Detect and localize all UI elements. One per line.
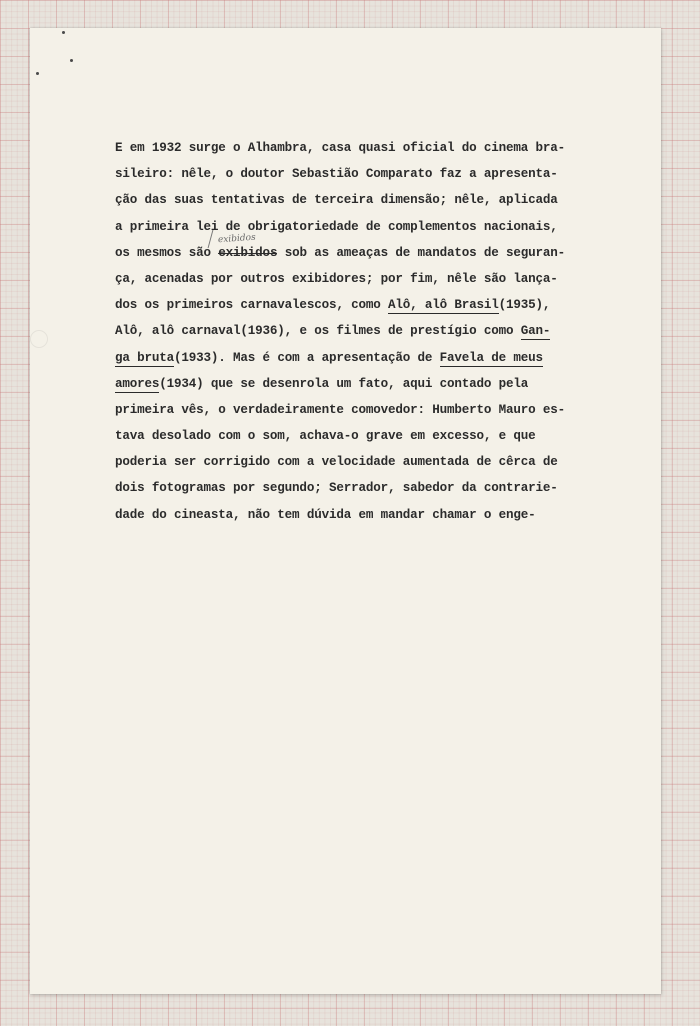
text-line: ça, acenadas por outros exibidores; por fim, nêle são lança- (115, 271, 558, 286)
text-line: a primeira lei de obrigatoriedade de complementos nacionais, (115, 219, 558, 234)
struck-word: exibidos (218, 245, 278, 260)
typed-page (30, 28, 661, 994)
handwritten-word: exibidos (217, 232, 257, 246)
line-segment: (1934) que se desenrola um fato, aqui contado pela (159, 376, 529, 391)
text-line: poderia ser corrigido com a velocidade aumentada de cêrca de (115, 455, 558, 470)
text-line (115, 292, 585, 318)
text-line (115, 318, 585, 344)
margin-dot (70, 59, 73, 62)
underlined-film-title: Favela de meus (439, 350, 543, 365)
handwritten-correction (217, 232, 278, 266)
underlined-film-title: amores (115, 376, 160, 391)
typed-text-block (115, 135, 585, 528)
line-segment: os mesmos são (115, 245, 219, 260)
text-line: sileiro: nêle, o doutor Sebastião Comparato faz a apresenta- (115, 167, 558, 182)
text-line: dade do cineasta, não tem dúvida em mandar chamar o enge- (115, 507, 536, 522)
punch-hole-mark (30, 330, 48, 348)
text-line: dois fotogramas por segundo; Serrador, sabedor da contrarie- (115, 481, 558, 496)
line-segment: (1935), (498, 298, 551, 313)
line-segment: (1933). Mas é com a apresentação de (174, 350, 440, 365)
line-segment: sob as ameaças de mandatos de seguran- (277, 245, 566, 260)
underlined-film-title: Alô, alô Brasil (387, 298, 499, 313)
line-segment: (1936), e os filmes de prestígio como (240, 324, 521, 339)
line-segment: dos os primeiros carnavalescos, como (115, 298, 388, 313)
text-line: E em 1932 surge o Alhambra, casa quasi oficial do cinema bra- (115, 141, 566, 155)
line-segment: Alô, alô carnaval (115, 324, 241, 339)
text-line: tava desolado com o som, achava-o grave em excesso, e que (115, 429, 536, 444)
underlined-film-title: ga bruta (115, 350, 175, 365)
text-line: primeira vês, o verdadeiramente comovedor: Humberto Mauro es- (115, 402, 566, 417)
text-line (115, 232, 585, 266)
text-line (115, 371, 585, 397)
margin-dot (62, 31, 65, 34)
text-line: ção das suas tentativas de terceira dimensão; nêle, aplicada (115, 193, 558, 208)
text-line (115, 345, 585, 371)
margin-dot (36, 72, 39, 75)
underlined-film-title: Gan- (520, 324, 551, 339)
